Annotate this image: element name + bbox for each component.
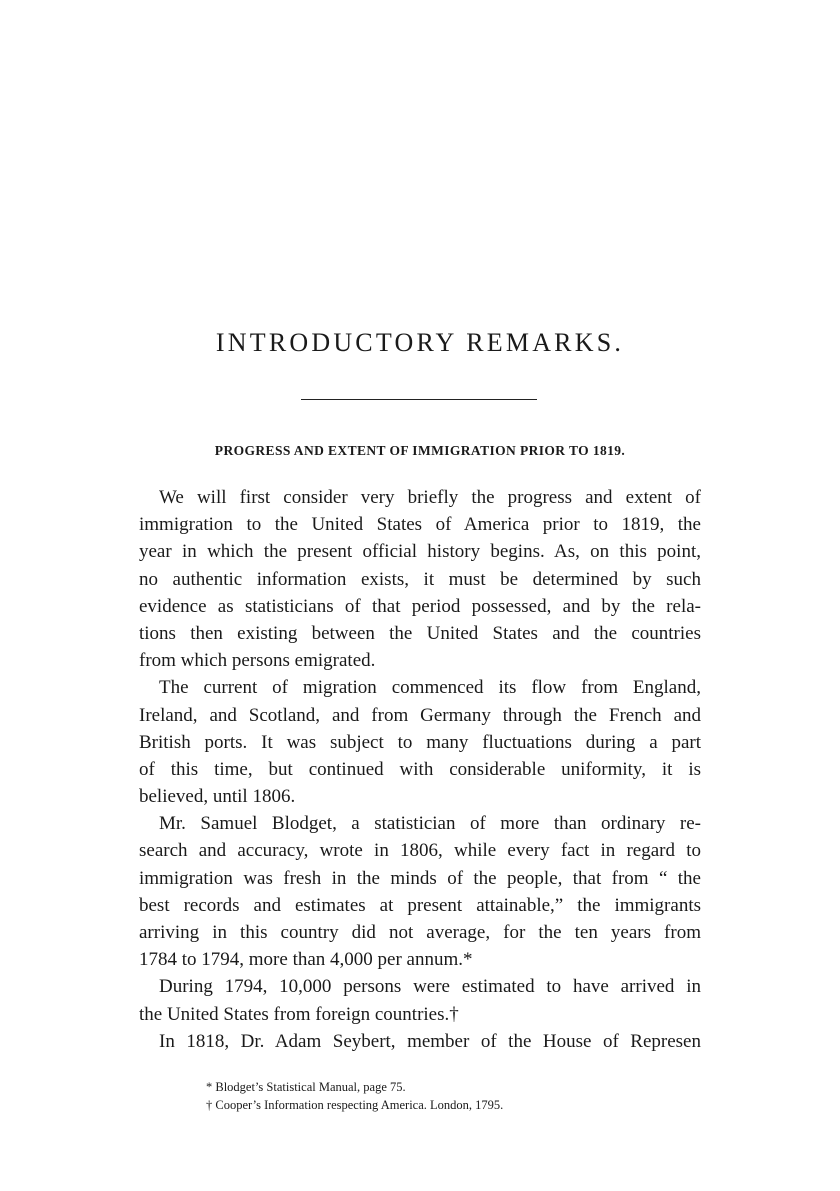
body-line: Ireland, and Scotland, and from Germany through the French and	[139, 704, 701, 726]
body-line: evidence as statisticians of that period possessed, and by the rela-	[139, 595, 701, 617]
body-line: believed, until 1806.	[139, 786, 296, 808]
body-line: 1784 to 1794, more than 4,000 per annum.*	[139, 949, 473, 971]
footnote: † Cooper’s Information respecting America. London, 1795.	[206, 1098, 504, 1112]
body-line: of this time, but continued with considerable uniformity, it is	[139, 758, 701, 780]
body-line: no authentic information exists, it must be determined by such	[139, 568, 701, 590]
body-line: immigration to the United States of America prior to 1819, the	[139, 514, 701, 536]
body-line: tions then existing between the United States and the countries	[139, 622, 701, 644]
body-line: the United States from foreign countries.†	[139, 1003, 459, 1025]
body-line: arriving in this country did not average, for the ten years from	[139, 922, 701, 943]
body-line: In 1818, Dr. Adam Seybert, member of the House of Represen	[159, 1030, 701, 1052]
body-line: from which persons emigrated.	[139, 650, 376, 672]
title-divider	[301, 399, 537, 400]
body-line: year in which the present official history begins. As, on this point,	[139, 541, 701, 563]
body-line: Mr. Samuel Blodget, a statistician of more than ordinary re-	[159, 813, 701, 835]
body-line: best records and estimates at present attainable,” the immigrants	[139, 894, 701, 916]
section-subheading: PROGRESS AND EXTENT OF IMMIGRATION PRIOR TO 1819.	[214, 443, 626, 458]
body-line: search and accuracy, wrote in 1806, while every fact in regard to	[139, 840, 701, 862]
body-line: We will first consider very briefly the progress and extent of	[159, 487, 701, 508]
body-line: The current of migration commenced its flow from England,	[159, 677, 701, 699]
body-text	[139, 484, 701, 1055]
body-line: immigration was fresh in the minds of the people, that from “ the	[139, 867, 701, 889]
page-title: INTRODUCTORY REMARKS.	[215, 328, 625, 357]
body-line: During 1794, 10,000 persons were estimated to have arrived in	[159, 976, 701, 998]
body-line: British ports. It was subject to many fluctuations during a part	[139, 731, 701, 753]
footnotes	[206, 1078, 503, 1114]
footnote: * Blodget’s Statistical Manual, page 75.	[206, 1080, 406, 1094]
